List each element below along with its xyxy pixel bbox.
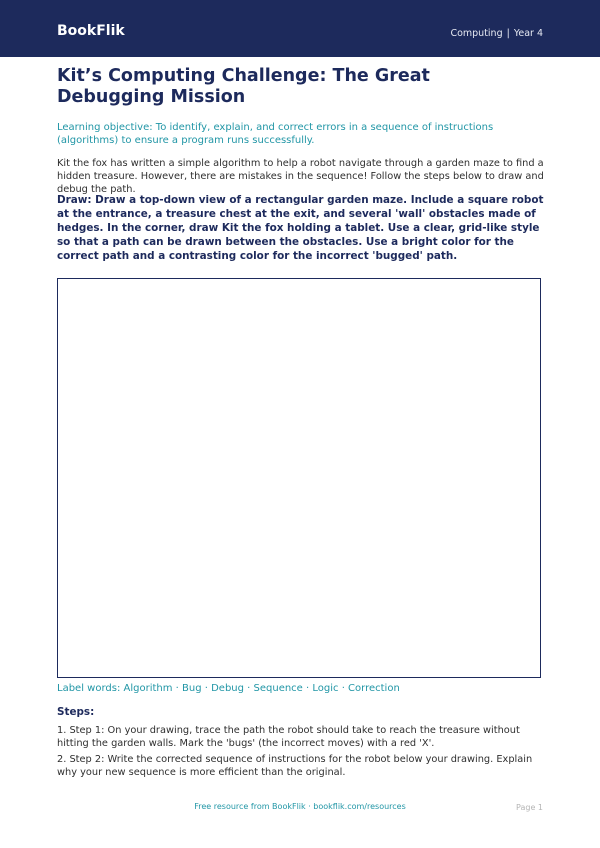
- intro-paragraph: Kit the fox has written a simple algorithm to help a robot navigate through a garden maze to find a hidden treasure. However, there are mistakes in the sequence! Follow the steps below to draw and debug the path.: [57, 158, 544, 195]
- page-number: Page 1: [516, 803, 543, 812]
- label-words: Label words: Algorithm · Bug · Debug · Sequence · Logic · Correction: [57, 683, 400, 694]
- page-title: Kit’s Computing Challenge: The Great Debugging Mission: [57, 66, 430, 107]
- steps-heading: Steps:: [57, 706, 95, 718]
- header-separator: |: [506, 28, 510, 39]
- drawing-area[interactable]: [57, 278, 541, 678]
- step-item: 2. Step 2: Write the corrected sequence of instructions for the robot below your drawing. Explain why your new sequence is more efficient than the original.: [57, 754, 533, 778]
- subject-year-label: [450, 28, 543, 39]
- step-item: 1. Step 1: On your drawing, trace the path the robot should take to reach the treasure without hitting the garden walls. Mark the 'bugs' (the incorrect moves) with a red 'X'.: [57, 725, 520, 749]
- footer-credit: Free resource from BookFlik · bookflik.com/resources: [194, 802, 406, 811]
- brand-logo-text: BookFlik: [57, 23, 125, 39]
- learning-objective: Learning objective: To identify, explain, and correct errors in a sequence of instructions (algorithms) to ensure a program runs successfully.: [57, 122, 494, 146]
- subject-label: Computing: [450, 28, 503, 39]
- year-label: Year 4: [513, 28, 543, 39]
- draw-instruction: Draw: Draw a top-down view of a rectangular garden maze. Include a square robot at the entrance, a treasure chest at the exit, and several 'wall' obstacles made of hedges. In the corner, draw Kit the fox holding a tablet. Use a clear, grid-like style so that a path can be drawn between the obstacles. Use a bright color for the correct path and a contrasting color for the incorrect 'bugged' path.: [57, 194, 544, 262]
- page-header: [0, 0, 600, 57]
